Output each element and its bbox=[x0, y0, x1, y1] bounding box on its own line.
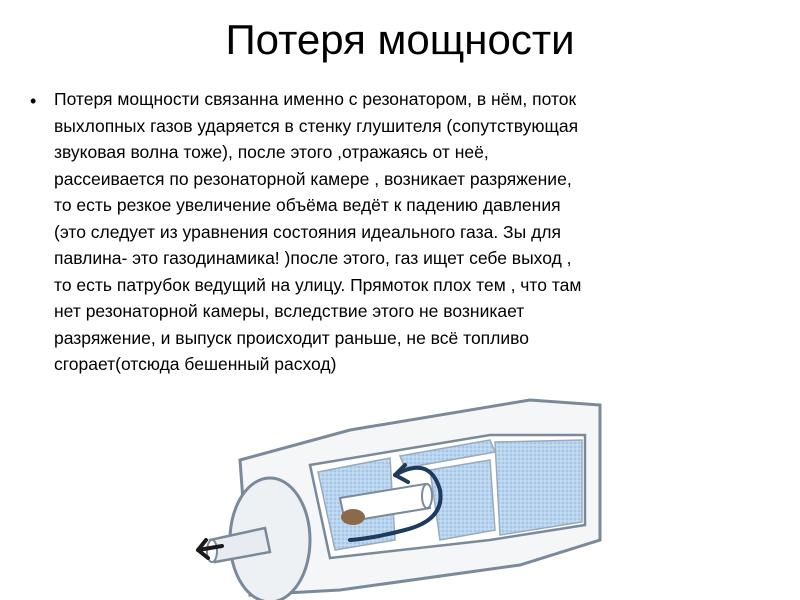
slide-title: Потеря мощности bbox=[225, 16, 575, 63]
bullet-text: Потеря мощности связанна именно с резонатором, в нём, поток выхлопных газов ударяется в стенку глушителя (сопутствующая звуковая волна тоже), после этого ,отражаясь от неё, рассеивается по резонаторной камере , возникает разряжение, то есть резкое увеличение объёма ведёт к падению давления (это следует из уравнения состояния идеального газа. Зы для павлина- это газодинамика! )после этого, газ ищет себе выход , то есть патрубок ведущий на улицу. Прямоток плох тем , что там нет резонаторной камеры, вследствие этого не возникает разряжение, и выпуск происходит раньше, не всё топливо сгорает(отсюда бешенный расход) bbox=[54, 89, 582, 374]
bullet-item bbox=[30, 86, 730, 378]
muffler-cutaway-icon bbox=[190, 390, 610, 600]
bullet-marker: • bbox=[30, 91, 37, 111]
gas-blob bbox=[341, 509, 365, 525]
packing-panel-right bbox=[495, 440, 582, 535]
